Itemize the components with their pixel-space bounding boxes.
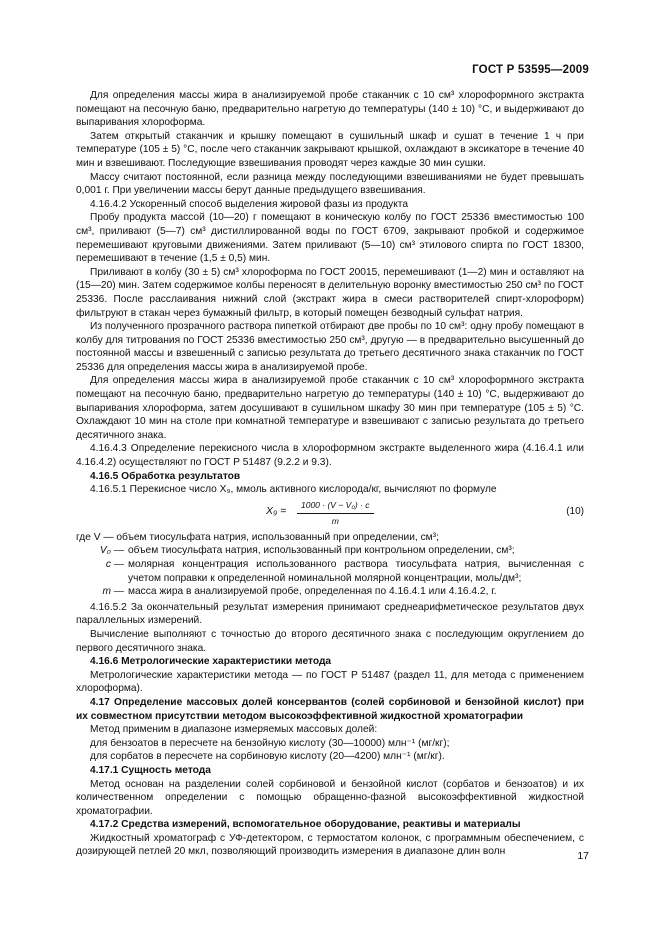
paragraph: Метод применим в диапазоне измеряемых массовых долей: bbox=[90, 724, 378, 736]
definition-symbol: m — bbox=[102, 586, 124, 598]
section-heading: 4.17.2 Средства измерений, вспомогательное оборудование, реактивы и материалы bbox=[90, 819, 521, 831]
definition-row bbox=[76, 558, 584, 585]
definition-row bbox=[76, 531, 584, 545]
formula-number: (10) bbox=[566, 505, 584, 517]
paragraph: Приливают в колбу (30 ± 5) см³ хлороформа по ГОСТ 20015, перемешивают (1—2) мин и оставляют на (15—20) мин. Затем содержимое колбы переносят в делительную воронку вместимостью 250 см³ по ГОСТ 25336. После расслаивания нижний слой (экстракт жира в смеси растворителей спирт-хлороформ) фильтруют в стакан через бумажный фильтр, в который помещен безводный сульфат натрия. bbox=[76, 266, 584, 319]
formula-denominator: m bbox=[331, 516, 339, 527]
document-body bbox=[76, 89, 584, 859]
paragraph: Вычисление выполняют с точностью до второго десятичного знака с последующим округлением до первого десятичного знака. bbox=[76, 628, 584, 654]
section-heading: 4.16.5 Обработка результатов bbox=[90, 470, 241, 482]
paragraph: для бензоатов в пересчете на бензойную кислоту (30—10000) млн⁻¹ (мг/кг); bbox=[90, 737, 450, 749]
formula-lhs: X₉ = bbox=[266, 504, 287, 517]
section-heading: 4.16.6 Метрологические характеристики метода bbox=[90, 656, 332, 668]
definition-row bbox=[76, 585, 584, 599]
paragraph: Для определения массы жира в анализируемой пробе стаканчик с 10 см³ хлороформного экстракта помещают на песочную баню, предварительно нагретую до температуры (140 ± 10) °С, и выдерживают до выпаривания хлороформа. bbox=[76, 90, 584, 129]
paragraph: 4.16.5.2 За окончательный результат измерения принимают среднеарифметическое результатов двух параллельных измерений. bbox=[76, 601, 584, 627]
definition-symbol: где V — bbox=[76, 531, 114, 543]
definition-row bbox=[76, 544, 584, 558]
definition-text: молярная концентрация использованного раствора тиосульфата натрия, вычисленная с учетом поправки к определенной номинальной молярной концентрации, моль/дм³; bbox=[128, 559, 584, 584]
definition-symbol: c — bbox=[105, 559, 124, 570]
paragraph: Метод основан на разделении солей сорбиновой и бензойной кислот (сорбатов и бензоатов) и их количественном определении с помощью обращенно-фазной высокоэффективной жидкостной хроматографии. bbox=[76, 778, 584, 817]
formula-10 bbox=[76, 499, 584, 527]
section-heading: 4.17.1 Сущность метода bbox=[90, 764, 211, 776]
paragraph: 4.16.4.3 Определение перекисного числа в хлороформном экстракте выделенного жира (4.16.4.1 или 4.16.4.2) осуществляют по ГОСТ Р 51487 (9.2.2 и 9.3). bbox=[76, 443, 584, 469]
definition-text: масса жира в анализируемой пробе, определенная по 4.16.4.1 или 4.16.4.2, г. bbox=[128, 586, 497, 598]
paragraph: Из полученного прозрачного раствора пипеткой отбирают две пробы по 10 см³: одну пробу помещают в колбу для титрования по ГОСТ 25336 вместимостью 250 см³, другую — в предварительно высушенный до постоянной массы и взвешенный с записью результата до третьего десятичного знака стаканчик по ГОСТ 25336 для определения массы жира в анализируемой пробе. bbox=[76, 321, 584, 373]
page-number: 17 bbox=[577, 850, 589, 862]
paragraph: Затем открытый стаканчик и крышку помещают в сушильный шкаф и сушат в течение 1 ч при температуре (105 ± 5) °С, после чего стаканчик закрывают крышкой, охлаждают в эксикаторе в течение 40 мин и взвешивают. Последующие взвешивания проводят через каждые 30 мин сушки. bbox=[76, 130, 584, 169]
formula-numerator: 1000 · (V − V₀) · c bbox=[297, 499, 374, 515]
definition-text: объем тиосульфата натрия, использованный при контрольном определении, см³; bbox=[128, 545, 515, 557]
paragraph: Метрологические характеристики метода — по ГОСТ Р 51487 (раздел 11, для метода с применением хлороформа). bbox=[76, 669, 584, 695]
clause-heading: 4.16.4.2 Ускоренный способ выделения жировой фазы из продукта bbox=[90, 198, 409, 210]
paragraph: 4.16.5.1 Перекисное число X₉, ммоль активного кислорода/кг, вычисляют по формуле bbox=[90, 484, 497, 496]
definition-text: объем тиосульфата натрия, использованный при определении, см³; bbox=[116, 531, 439, 543]
section-heading: 4.17 Определение массовых долей консервантов (солей сорбиновой и бензойной кислот) при их совместном присутствии методом высокоэффективной жидкостной хроматографии bbox=[76, 696, 584, 722]
formula-definitions bbox=[76, 531, 584, 599]
paragraph: Массу считают постоянной, если разница между последующими взвешиваниями не будет превышать 0,001 г. При увеличении массы берут данные предыдущего взвешивания. bbox=[76, 171, 584, 197]
paragraph: Жидкостный хроматограф с УФ-детектором, с термостатом колонок, с программным обеспечением, с дозирующей петлей 20 мкл, позволяющий производить измерения в диапазоне длин волн bbox=[76, 832, 584, 858]
paragraph: Пробу продукта массой (10—20) г помещают в коническую колбу по ГОСТ 25336 вместимостью 100 см³, приливают (5—7) см³ дистиллированной воды по ГОСТ 6709, закрывают пробкой и содержимое перемешивают круговыми движениями. Затем приливают (5—10) см³ этилового спирта по ГОСТ 18300, перемешивают в течение (1,5 ± 0,5) мин. bbox=[76, 212, 584, 265]
definition-symbol: V₀ — bbox=[99, 545, 124, 557]
standard-header: ГОСТ Р 53595—2009 bbox=[472, 64, 589, 76]
formula-fraction bbox=[297, 499, 374, 529]
paragraph: Для определения массы жира в анализируемой пробе стаканчик с 10 см³ хлороформного экстракта помещают на песочную баню, предварительно нагретую до температуры (140 ± 10) °С, выдерживают до выпаривания хлороформа, затем досушивают в сушильном шкафу 30 мин при температуре (105 ± 5) °С. Охлаждают 10 мин на столе при комнатной температуре и взвешивают с записью результата до третьего десятичного знака. bbox=[76, 375, 584, 441]
paragraph: для сорбатов в пересчете на сорбиновую кислоту (20—4200) млн⁻¹ (мг/кг). bbox=[90, 751, 445, 763]
